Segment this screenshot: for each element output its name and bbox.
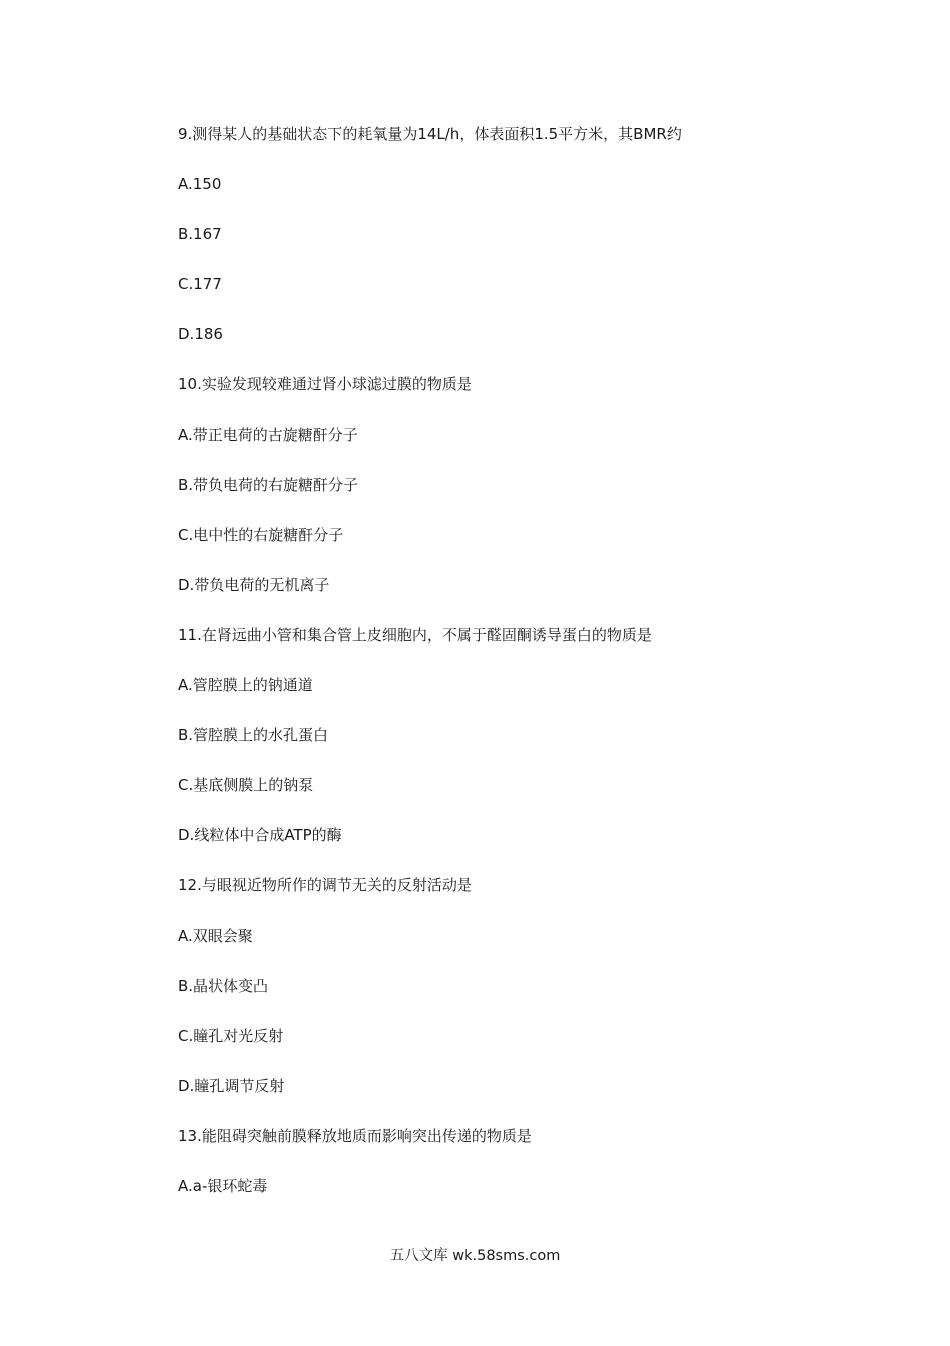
answer-option: B.管腔膜上的水孔蛋白 (178, 726, 329, 745)
answer-option: D.瞳孔调节反射 (178, 1076, 285, 1095)
answer-option: D.线粒体中合成ATP的酶 (178, 826, 342, 845)
question-stem: 11.在肾远曲小管和集合管上皮细胞内，不属于醛固酮诱导蛋白的物质是 (178, 625, 652, 644)
answer-option: C.177 (178, 275, 222, 294)
answer-option: C.电中性的右旋糖酐分子 (178, 525, 344, 544)
answer-option: B.带负电荷的右旋糖酐分子 (178, 475, 359, 494)
page-footer: 五八文库 wk.58sms.com (389, 1248, 561, 1264)
question-stem: 10.实验发现较难通过肾小球滤过膜的物质是 (178, 375, 472, 394)
answer-option: C.瞳孔对光反射 (178, 1026, 284, 1045)
answer-option: C.基底侧膜上的钠泵 (178, 776, 314, 795)
question-list (178, 122, 798, 1224)
answer-option: A.管腔膜上的钠通道 (178, 676, 313, 695)
answer-option: B.晶状体变凸 (178, 976, 269, 995)
answer-option: A.带正电荷的古旋糖酐分子 (178, 425, 358, 444)
answer-option: A.150 (178, 175, 222, 194)
answer-option: D.186 (178, 325, 223, 344)
question-stem: 13.能阻碍突触前膜释放地质而影响突出传递的物质是 (178, 1126, 532, 1145)
answer-option: B.167 (178, 225, 222, 244)
answer-option: A.a-银环蛇毒 (178, 1176, 268, 1195)
answer-option: A.双眼会聚 (178, 926, 253, 945)
question-stem: 12.与眼视近物所作的调节无关的反射活动是 (178, 876, 472, 895)
answer-option: D.带负电荷的无机离子 (178, 575, 330, 594)
question-stem: 9.测得某人的基础状态下的耗氧量为14L/h，体表面积1.5平方米，其BMR约 (178, 125, 682, 143)
